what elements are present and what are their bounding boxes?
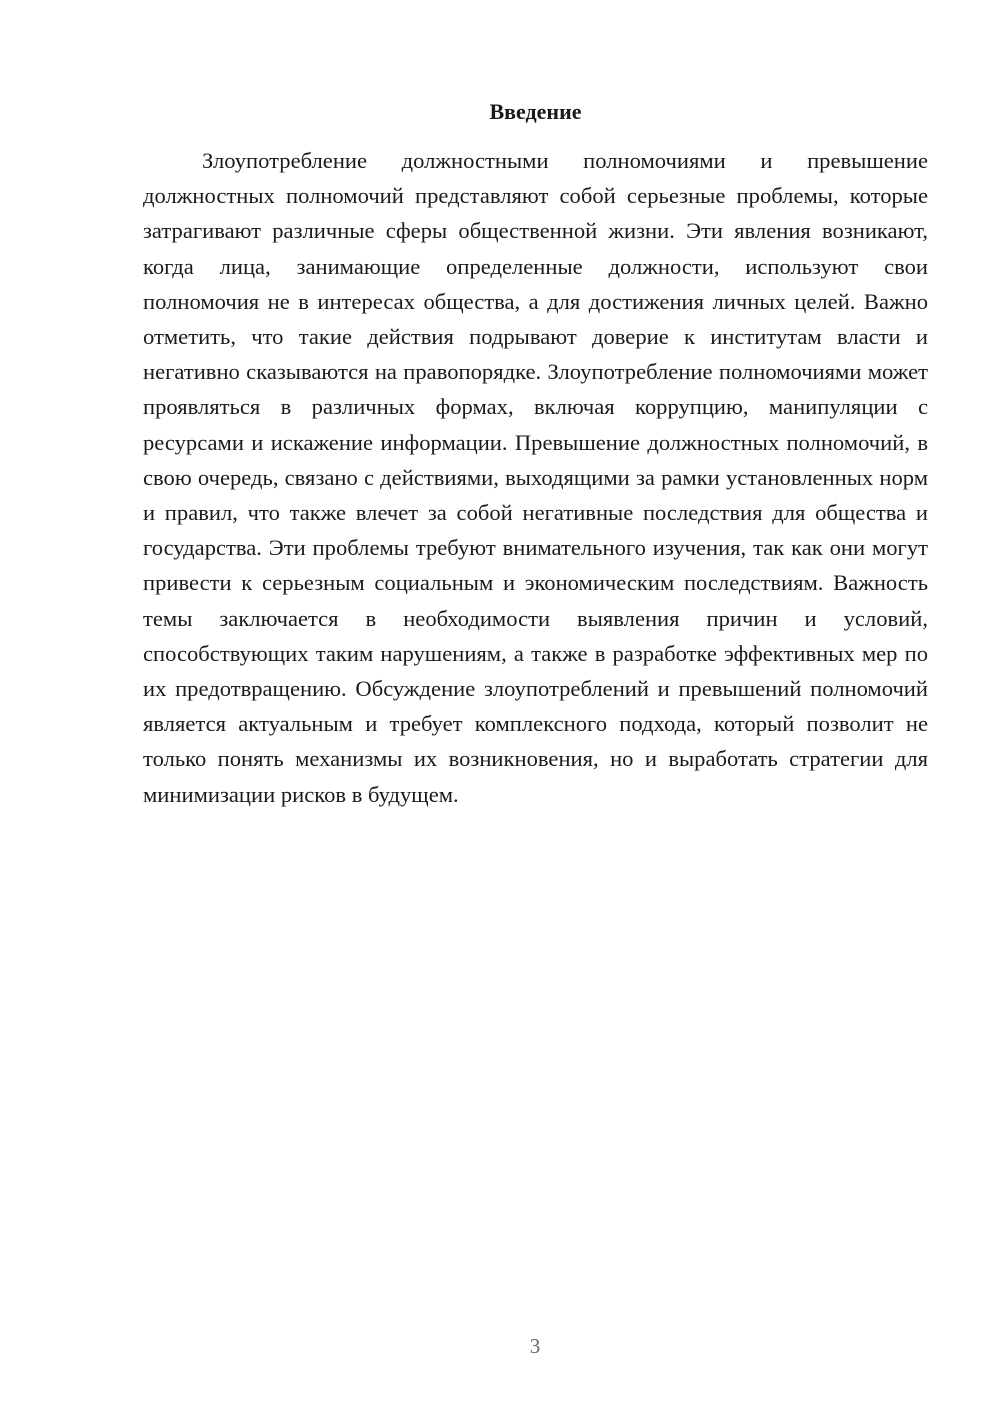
page-number: 3 bbox=[529, 1334, 541, 1358]
section-title: Введение bbox=[489, 99, 582, 124]
introduction-paragraph: Злоупотребление должностными полномочиями и превышение должностных полномочий представляют собой серьезные проблемы, которые затрагивают различные сферы общественной жизни. Эти явления возникают, когда лица, занимающие определенные должности, используют свои полномочия не в интересах общества, а для достижения личных целей. Важно отметить, что такие действия подрывают доверие к институтам власти и негативно сказываются на правопорядке. Злоупотребление полномочиями может проявляться в различных формах, включая коррупцию, манипуляции с ресурсами и искажение информации. Превышение должностных полномочий, в свою очередь, связано с действиями, выходящими за рамки установленных норм и правил, что также влечет за собой негативные последствия для общества и государства. Эти проблемы требуют внимательного изучения, так как они могут привести к серьезным социальным и экономическим последствиям. Важность темы заключается в необходимости выявления причин и условий, способствующих таким нарушениям, а также в разработке эффективных мер по их предотвращению. Обсуждение злоупотреблений и превышений полномочий является актуальным и требует комплексного подхода, который позволит не только понять механизмы их возникновения, но и выработать стратегии для минимизации рисков в будущем. bbox=[143, 148, 928, 807]
